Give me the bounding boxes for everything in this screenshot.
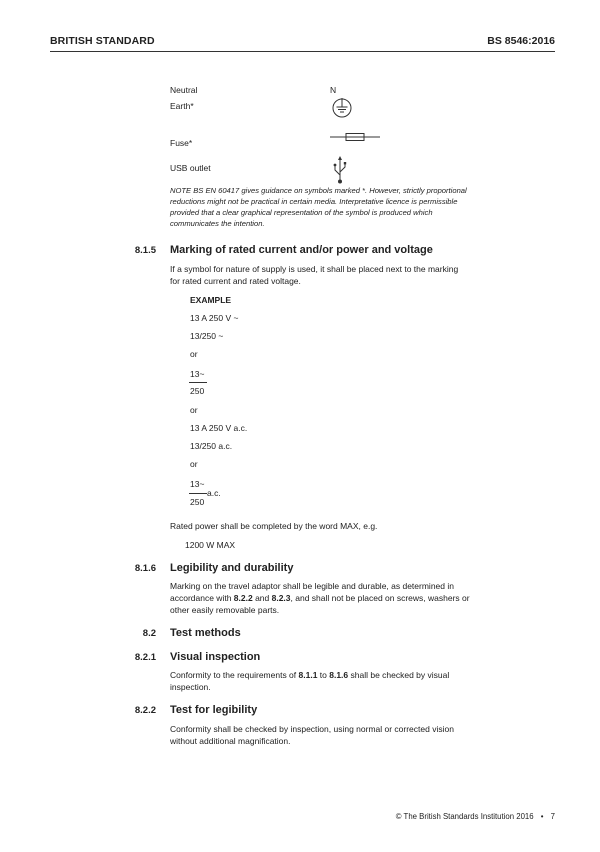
clause-reference: 8.2.2	[233, 593, 253, 603]
paragraph-line: accordance with 8.2.2 and 8.2.3, and shall not be placed on screws, washers or	[170, 593, 470, 603]
symbol-label-usb: USB outlet	[170, 163, 211, 173]
fraction-numerator: 13~	[190, 369, 205, 379]
clause-reference: 8.1.1	[298, 670, 318, 680]
footer-bullet: •	[540, 812, 544, 821]
symbol-label-neutral: Neutral	[170, 85, 198, 95]
example-marking: 13 A 250 V ~	[190, 313, 239, 323]
fraction-bar	[189, 382, 207, 383]
neutral-symbol: N	[330, 85, 337, 95]
symbol-label-earth: Earth*	[170, 101, 194, 111]
page-header	[50, 33, 555, 52]
copyright-notice: © The British Standards Institution 2016	[395, 812, 534, 821]
section-title-8-2-2: Test for legibility	[170, 704, 258, 716]
paragraph-line: inspection.	[170, 682, 211, 692]
paragraph-line: Conformity to the requirements of 8.1.1 to 8.1.6 shall be checked by visual	[170, 670, 450, 680]
fraction-denominator: 250	[190, 386, 205, 396]
section-title-8-1-5: Marking of rated current and/or power and voltage	[170, 244, 433, 256]
or-text: or	[190, 405, 198, 415]
note-line: provided that a clear graphical representation of the symbol is produced which	[170, 208, 433, 217]
fraction-bar	[189, 493, 207, 494]
paragraph-line: without additional magnification.	[170, 736, 291, 746]
fraction-denominator: 250	[190, 497, 205, 507]
or-text: or	[190, 459, 198, 469]
paragraph-line: Rated power shall be completed by the word MAX, e.g.	[170, 521, 378, 531]
note-line: NOTE BS EN 60417 gives guidance on symbols marked *. However, strictly proportional	[170, 186, 467, 195]
page-footer	[300, 812, 555, 821]
section-number-8-2-1: 8.2.1	[134, 652, 156, 663]
note-line: communicates the intention.	[170, 219, 265, 228]
fraction-suffix: a.c.	[207, 488, 221, 498]
section-number-8-1-6: 8.1.6	[134, 563, 156, 574]
section-title-8-2-1: Visual inspection	[170, 651, 261, 663]
section-number-8-1-5: 8.1.5	[134, 245, 156, 256]
fuse-symbol-icon	[330, 131, 380, 143]
paragraph-line: Marking on the travel adaptor shall be legible and durable, as determined in	[170, 581, 454, 591]
paragraph-line: other easily removable parts.	[170, 605, 280, 615]
example-marking: 13/250 ~	[190, 331, 224, 341]
paragraph-line: for rated current and rated voltage.	[170, 276, 301, 286]
section-title-8-2: Test methods	[170, 627, 241, 639]
note-line: reductions might not be practical in certain media. Interpretative licence is permissible	[170, 197, 458, 206]
section-number-8-2: 8.2	[142, 628, 156, 639]
paragraph-line: Conformity shall be checked by inspection, using normal or corrected vision	[170, 724, 454, 734]
symbol-label-fuse: Fuse*	[170, 138, 193, 148]
earth-symbol-icon	[331, 96, 353, 118]
example-marking: 13/250 a.c.	[190, 441, 233, 451]
clause-reference: 8.1.6	[329, 670, 349, 680]
section-number-8-2-2: 8.2.2	[134, 705, 156, 716]
or-text: or	[190, 349, 198, 359]
example-marking: 13 A 250 V a.c.	[190, 423, 248, 433]
section-title-8-1-6: Legibility and durability	[170, 562, 294, 574]
example-heading: EXAMPLE	[190, 295, 232, 305]
max-example: 1200 W MAX	[185, 540, 236, 550]
page-number: 7	[550, 812, 555, 821]
header-standard-number: BS 8546:2016	[487, 35, 555, 47]
paragraph-line: If a symbol for nature of supply is used, it shall be placed next to the marking	[170, 264, 459, 274]
fraction-numerator: 13~	[190, 479, 205, 489]
clause-reference: 8.2.3	[271, 593, 291, 603]
usb-symbol-icon	[332, 156, 348, 184]
header-publisher: BRITISH STANDARD	[50, 35, 155, 47]
